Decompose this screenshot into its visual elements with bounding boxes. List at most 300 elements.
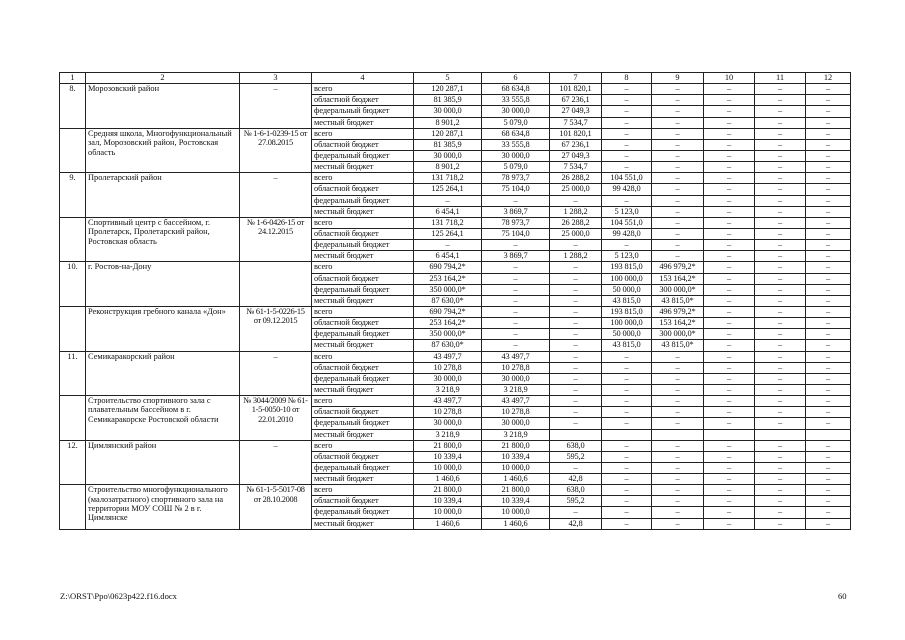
amount-cell: 496 979,2* (652, 306, 704, 317)
amount-cell: 1 460,6 (482, 474, 550, 485)
amount-cell: – (806, 351, 851, 362)
object-name-cell: Реконструкция гребного канала «Дон» (86, 306, 240, 351)
object-name-cell: Семикаракорский район (86, 351, 240, 396)
amount-cell: – (806, 273, 851, 284)
table-row (60, 262, 851, 273)
amount-cell: 21 800,0 (482, 485, 550, 496)
object-name-cell: Строительство спортивного зала с плавательным бассейном в г. Семикаракорске Ростовской области (86, 396, 240, 441)
amount-cell: – (704, 184, 755, 195)
amount-cell: 3 218,9 (482, 429, 550, 440)
amount-cell: 42,8 (550, 518, 602, 529)
amount-cell: – (806, 217, 851, 228)
amount-cell: – (652, 518, 704, 529)
amount-cell: – (806, 251, 851, 262)
amount-cell: 43 497,7 (414, 396, 482, 407)
amount-cell: 496 979,2* (652, 262, 704, 273)
amount-cell: – (550, 240, 602, 251)
amount-cell: 43 815,0 (602, 295, 652, 306)
amount-cell: – (806, 384, 851, 395)
amount-cell: 10 278,8 (414, 407, 482, 418)
amount-cell: – (652, 351, 704, 362)
amount-cell: – (550, 318, 602, 329)
amount-cell: – (652, 407, 704, 418)
amount-cell: – (602, 150, 652, 161)
amount-cell: – (704, 384, 755, 395)
amount-cell: – (755, 474, 806, 485)
amount-cell: – (652, 106, 704, 117)
amount-cell: – (704, 485, 755, 496)
amount-cell: – (755, 240, 806, 251)
amount-cell (652, 429, 704, 440)
amount-cell: – (652, 373, 704, 384)
object-name-cell: Спортивный центр с бассейном, г. Пролетарск, Пролетарский район, Ростовская область (86, 217, 240, 262)
amount-cell: – (602, 462, 652, 473)
file-path: Z:\ORST\Ppo\0623p422.f16.docx (60, 591, 177, 601)
amount-cell: – (652, 184, 704, 195)
amount-cell: 3 869,7 (482, 251, 550, 262)
amount-cell: – (806, 485, 851, 496)
amount-cell: – (602, 95, 652, 106)
amount-cell: 67 236,1 (550, 95, 602, 106)
amount-cell: 50 000,0 (602, 329, 652, 340)
amount-cell: – (704, 396, 755, 407)
amount-cell: – (652, 507, 704, 518)
amount-cell (704, 429, 755, 440)
budget-table (59, 72, 851, 530)
amount-cell: – (755, 396, 806, 407)
amount-cell: – (652, 206, 704, 217)
column-number-cell: 2 (86, 73, 240, 84)
amount-cell: – (652, 84, 704, 95)
amount-cell: – (414, 195, 482, 206)
amount-cell: – (755, 407, 806, 418)
funding-source-cell: местный бюджет (312, 251, 414, 262)
amount-cell: 3 218,9 (482, 384, 550, 395)
amount-cell: 10 339,4 (414, 496, 482, 507)
amount-cell: 78 973,7 (482, 173, 550, 184)
amount-cell: – (602, 485, 652, 496)
amount-cell: – (806, 106, 851, 117)
funding-source-cell: местный бюджет (312, 295, 414, 306)
amount-cell: – (602, 351, 652, 362)
amount-cell: 193 815,0 (602, 306, 652, 317)
amount-cell: – (755, 340, 806, 351)
amount-cell: – (482, 195, 550, 206)
amount-cell: – (704, 173, 755, 184)
row-number-cell: 10. (60, 262, 86, 307)
amount-cell: 25 000,0 (550, 228, 602, 239)
amount-cell: 1 288,2 (550, 251, 602, 262)
funding-source-cell: федеральный бюджет (312, 329, 414, 340)
amount-cell: 21 800,0 (482, 440, 550, 451)
amount-cell: – (704, 362, 755, 373)
amount-cell: 10 000,0 (482, 462, 550, 473)
amount-cell: – (704, 440, 755, 451)
amount-cell: 638,0 (550, 440, 602, 451)
amount-cell: – (806, 295, 851, 306)
amount-cell: – (482, 340, 550, 351)
amount-cell: 6 454,1 (414, 206, 482, 217)
amount-cell: 101 820,1 (550, 84, 602, 95)
amount-cell: – (704, 284, 755, 295)
amount-cell: – (602, 418, 652, 429)
funding-source-cell: областной бюджет (312, 318, 414, 329)
amount-cell: 350 000,0* (414, 284, 482, 295)
table-row (60, 440, 851, 451)
amount-cell: – (482, 240, 550, 251)
amount-cell: – (652, 128, 704, 139)
funding-source-cell: всего (312, 173, 414, 184)
amount-cell: 350 000,0* (414, 329, 482, 340)
funding-source-cell: областной бюджет (312, 139, 414, 150)
amount-cell: – (652, 418, 704, 429)
amount-cell: – (755, 384, 806, 395)
amount-cell: – (755, 95, 806, 106)
amount-cell: 43 497,7 (482, 396, 550, 407)
amount-cell: – (704, 306, 755, 317)
amount-cell: – (652, 396, 704, 407)
amount-cell: – (602, 84, 652, 95)
document-number-cell (240, 262, 312, 307)
amount-cell: – (755, 440, 806, 451)
amount-cell: – (482, 262, 550, 273)
amount-cell: – (704, 507, 755, 518)
funding-source-cell: местный бюджет (312, 384, 414, 395)
amount-cell (806, 429, 851, 440)
funding-source-cell: областной бюджет (312, 496, 414, 507)
amount-cell: 1 460,6 (414, 518, 482, 529)
amount-cell: – (806, 340, 851, 351)
amount-cell: – (755, 84, 806, 95)
amount-cell: 26 288,2 (550, 217, 602, 228)
amount-cell: – (806, 329, 851, 340)
document-number-cell: № 61-1-5-0226-15 от 09.12.2015 (240, 306, 312, 351)
column-number-cell: 9 (652, 73, 704, 84)
amount-cell: – (806, 150, 851, 161)
amount-cell: 68 634,8 (482, 84, 550, 95)
funding-source-cell: областной бюджет (312, 95, 414, 106)
amount-cell: 1 460,6 (482, 518, 550, 529)
amount-cell: – (482, 284, 550, 295)
amount-cell: 30 000,0 (482, 150, 550, 161)
funding-source-cell: всего (312, 440, 414, 451)
amount-cell: 253 164,2* (414, 273, 482, 284)
amount-cell: – (550, 396, 602, 407)
document-number-cell: – (240, 173, 312, 218)
amount-cell: – (806, 462, 851, 473)
document-number-cell: – (240, 84, 312, 129)
amount-cell: – (704, 206, 755, 217)
amount-cell: – (652, 195, 704, 206)
amount-cell: – (704, 418, 755, 429)
amount-cell: – (806, 318, 851, 329)
column-number-cell: 11 (755, 73, 806, 84)
funding-source-cell: федеральный бюджет (312, 462, 414, 473)
row-number-cell: 11. (60, 351, 86, 396)
amount-cell: – (602, 195, 652, 206)
amount-cell: – (482, 318, 550, 329)
amount-cell: – (755, 329, 806, 340)
funding-source-cell: федеральный бюджет (312, 418, 414, 429)
amount-cell: – (704, 351, 755, 362)
amount-cell: 10 278,8 (414, 362, 482, 373)
amount-cell: – (755, 206, 806, 217)
amount-cell: – (806, 396, 851, 407)
amount-cell: – (602, 518, 652, 529)
table-row (60, 485, 851, 496)
amount-cell: 131 718,2 (414, 217, 482, 228)
amount-cell: – (550, 384, 602, 395)
amount-cell: – (652, 95, 704, 106)
column-number-cell: 1 (60, 73, 86, 84)
funding-source-cell: местный бюджет (312, 117, 414, 128)
funding-source-cell: областной бюджет (312, 228, 414, 239)
amount-cell: – (704, 451, 755, 462)
amount-cell: 120 287,1 (414, 84, 482, 95)
amount-cell: – (806, 306, 851, 317)
amount-cell: – (806, 228, 851, 239)
funding-source-cell: федеральный бюджет (312, 240, 414, 251)
amount-cell (602, 429, 652, 440)
amount-cell: – (602, 117, 652, 128)
amount-cell: – (602, 128, 652, 139)
amount-cell: – (755, 117, 806, 128)
funding-source-cell: областной бюджет (312, 362, 414, 373)
amount-cell: – (704, 273, 755, 284)
amount-cell: – (652, 240, 704, 251)
amount-cell: – (755, 295, 806, 306)
amount-cell: – (806, 474, 851, 485)
funding-source-cell: всего (312, 485, 414, 496)
amount-cell: – (806, 418, 851, 429)
amount-cell: – (755, 228, 806, 239)
funding-source-cell: федеральный бюджет (312, 507, 414, 518)
amount-cell: – (704, 318, 755, 329)
amount-cell: 87 630,0* (414, 295, 482, 306)
amount-cell: – (704, 106, 755, 117)
amount-cell: – (652, 474, 704, 485)
table-header-row (60, 73, 851, 84)
amount-cell: – (652, 384, 704, 395)
amount-cell: – (704, 474, 755, 485)
amount-cell: 43 815,0 (602, 340, 652, 351)
amount-cell: 153 164,2* (652, 318, 704, 329)
amount-cell: 595,2 (550, 496, 602, 507)
row-number-cell (60, 485, 86, 530)
amount-cell: – (806, 362, 851, 373)
funding-source-cell: федеральный бюджет (312, 195, 414, 206)
funding-source-cell: всего (312, 217, 414, 228)
amount-cell: – (704, 329, 755, 340)
amount-cell: – (806, 206, 851, 217)
funding-source-cell: областной бюджет (312, 407, 414, 418)
object-name-cell: Строительство многофункционального (малозатратного) спортивного зала на территории МОУ СОШ № 2 в г. Цимлянске (86, 485, 240, 530)
object-name-cell: Цимлянский район (86, 440, 240, 485)
amount-cell: 193 815,0 (602, 262, 652, 273)
amount-cell: 1 288,2 (550, 206, 602, 217)
amount-cell: 300 000,0* (652, 329, 704, 340)
column-number-cell: 12 (806, 73, 851, 84)
amount-cell: – (755, 262, 806, 273)
funding-source-cell: федеральный бюджет (312, 106, 414, 117)
funding-source-cell: всего (312, 262, 414, 273)
amount-cell: – (550, 284, 602, 295)
amount-cell: – (806, 117, 851, 128)
funding-source-cell: всего (312, 84, 414, 95)
amount-cell: – (806, 195, 851, 206)
amount-cell: 5 079,0 (482, 162, 550, 173)
amount-cell: 10 278,8 (482, 362, 550, 373)
amount-cell: – (602, 162, 652, 173)
amount-cell: – (704, 84, 755, 95)
amount-cell: – (704, 295, 755, 306)
column-number-cell: 8 (602, 73, 652, 84)
funding-source-cell: местный бюджет (312, 162, 414, 173)
amount-cell: – (602, 373, 652, 384)
column-number-cell: 6 (482, 73, 550, 84)
amount-cell: 42,8 (550, 474, 602, 485)
document-number-cell: № 61-1-5-5017-08 от 28.10.2008 (240, 485, 312, 530)
amount-cell: 125 264,1 (414, 228, 482, 239)
amount-cell: 78 973,7 (482, 217, 550, 228)
amount-cell: – (652, 150, 704, 161)
amount-cell: – (704, 407, 755, 418)
amount-cell: – (755, 518, 806, 529)
funding-source-cell: местный бюджет (312, 429, 414, 440)
amount-cell: 10 339,4 (414, 451, 482, 462)
funding-source-cell: всего (312, 396, 414, 407)
amount-cell: – (602, 507, 652, 518)
amount-cell: – (550, 262, 602, 273)
document-number-cell: № 1-6-0426-15 от 24.12.2015 (240, 217, 312, 262)
amount-cell: 21 800,0 (414, 485, 482, 496)
funding-source-cell: федеральный бюджет (312, 284, 414, 295)
amount-cell: 27 049,3 (550, 106, 602, 117)
amount-cell: – (806, 518, 851, 529)
amount-cell: 5 123,0 (602, 206, 652, 217)
amount-cell: – (704, 228, 755, 239)
amount-cell: – (550, 329, 602, 340)
amount-cell: 10 000,0 (482, 507, 550, 518)
amount-cell: – (652, 440, 704, 451)
amount-cell: 43 497,7 (414, 351, 482, 362)
amount-cell: – (550, 273, 602, 284)
amount-cell: – (550, 306, 602, 317)
document-number-cell: № 3044/2009 № 61-1-5-0050-10 от 22.01.2010 (240, 396, 312, 441)
amount-cell: – (602, 139, 652, 150)
amount-cell: 131 718,2 (414, 173, 482, 184)
amount-cell: 3 218,9 (414, 429, 482, 440)
amount-cell: – (550, 340, 602, 351)
object-name-cell: Пролетарский район (86, 173, 240, 218)
funding-source-cell: областной бюджет (312, 273, 414, 284)
row-number-cell (60, 217, 86, 262)
amount-cell: 33 555,8 (482, 139, 550, 150)
amount-cell: – (704, 195, 755, 206)
amount-cell: 153 164,2* (652, 273, 704, 284)
amount-cell: – (652, 162, 704, 173)
amount-cell: – (806, 240, 851, 251)
amount-cell: – (602, 451, 652, 462)
amount-cell: – (602, 106, 652, 117)
amount-cell: 8 901,2 (414, 162, 482, 173)
object-name-cell: г. Ростов-на-Дону (86, 262, 240, 307)
row-number-cell: 9. (60, 173, 86, 218)
amount-cell: – (704, 128, 755, 139)
funding-source-cell: всего (312, 128, 414, 139)
amount-cell: 27 049,3 (550, 150, 602, 161)
amount-cell: – (704, 162, 755, 173)
amount-cell: 125 264,1 (414, 184, 482, 195)
amount-cell: – (602, 240, 652, 251)
row-number-cell (60, 128, 86, 173)
amount-cell: – (704, 95, 755, 106)
amount-cell: – (806, 284, 851, 295)
amount-cell: – (550, 373, 602, 384)
amount-cell: – (652, 485, 704, 496)
amount-cell: – (550, 195, 602, 206)
column-number-cell: 7 (550, 73, 602, 84)
amount-cell: – (755, 251, 806, 262)
amount-cell: – (550, 418, 602, 429)
funding-source-cell: всего (312, 351, 414, 362)
amount-cell: 43 815,0* (652, 295, 704, 306)
amount-cell: 10 278,8 (482, 407, 550, 418)
amount-cell: – (482, 273, 550, 284)
amount-cell: 75 104,0 (482, 184, 550, 195)
amount-cell: – (755, 351, 806, 362)
amount-cell: – (806, 139, 851, 150)
amount-cell: – (806, 162, 851, 173)
column-number-cell: 10 (704, 73, 755, 84)
amount-cell: – (704, 373, 755, 384)
amount-cell: – (704, 217, 755, 228)
amount-cell: – (806, 95, 851, 106)
funding-source-cell: областной бюджет (312, 451, 414, 462)
amount-cell: – (755, 173, 806, 184)
amount-cell: – (602, 362, 652, 373)
amount-cell: – (806, 84, 851, 95)
amount-cell: – (704, 240, 755, 251)
table-row (60, 173, 851, 184)
amount-cell: – (755, 273, 806, 284)
row-number-cell: 8. (60, 84, 86, 129)
amount-cell: – (704, 496, 755, 507)
amount-cell: – (602, 496, 652, 507)
table-row (60, 128, 851, 139)
amount-cell: 99 428,0 (602, 228, 652, 239)
amount-cell: – (704, 150, 755, 161)
amount-cell: – (652, 228, 704, 239)
amount-cell: – (755, 485, 806, 496)
table-row (60, 351, 851, 362)
table-row (60, 84, 851, 95)
amount-cell: 30 000,0 (414, 373, 482, 384)
amount-cell: – (755, 128, 806, 139)
row-number-cell (60, 396, 86, 441)
funding-source-cell: федеральный бюджет (312, 373, 414, 384)
amount-cell: – (755, 284, 806, 295)
row-number-cell (60, 306, 86, 351)
amount-cell: 300 000,0* (652, 284, 704, 295)
amount-cell: – (755, 184, 806, 195)
amount-cell: – (755, 418, 806, 429)
funding-source-cell: федеральный бюджет (312, 150, 414, 161)
amount-cell: – (704, 251, 755, 262)
amount-cell: – (704, 518, 755, 529)
amount-cell: 10 000,0 (414, 507, 482, 518)
amount-cell: – (602, 396, 652, 407)
